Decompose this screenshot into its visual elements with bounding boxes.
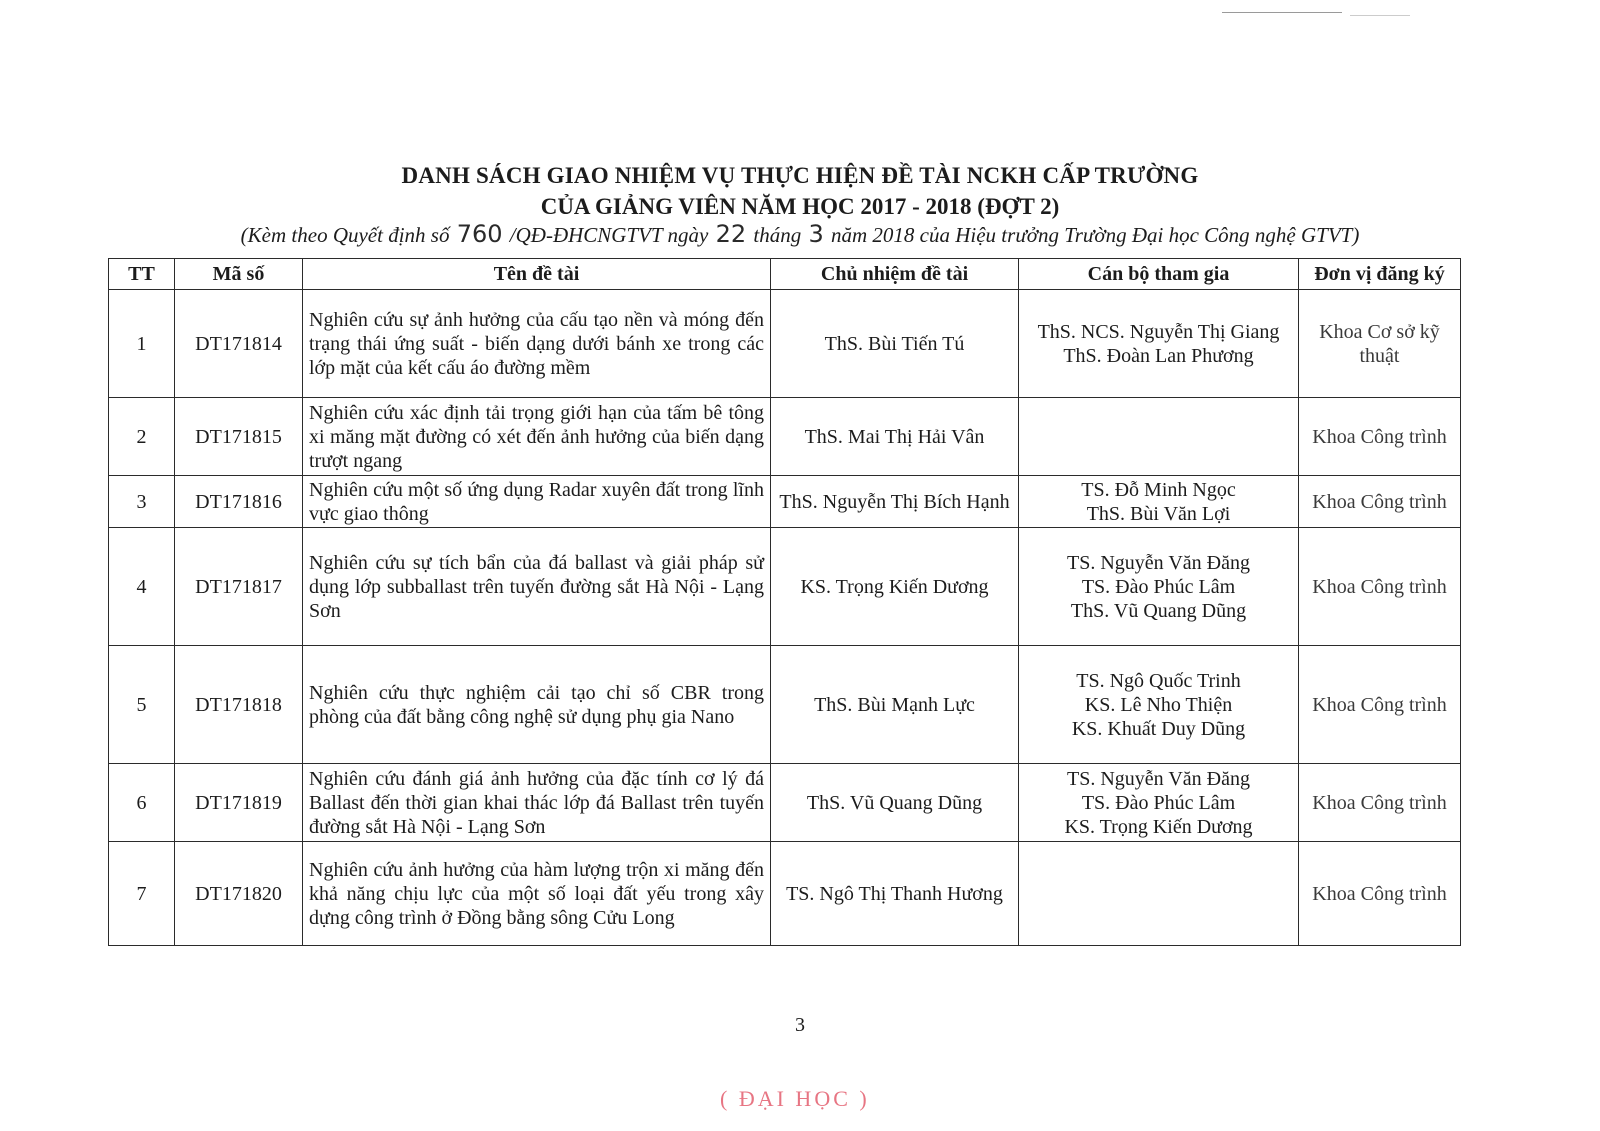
cell-title: Nghiên cứu sự ảnh hưởng của cấu tạo nền và móng đến trạng thái ứng suất - biến dạng dưới bánh xe trong các lớp mặt của kết cấu áo đường mềm <box>303 290 771 398</box>
scan-artifact-line <box>1350 15 1410 16</box>
decision-number: 760 <box>456 220 503 248</box>
cell-tt: 5 <box>109 646 175 764</box>
subtitle-text: năm 2018 của Hiệu trưởng Trường Đại học Công nghệ GTVT) <box>831 223 1360 247</box>
subtitle-text: (Kèm theo Quyết định số <box>240 223 450 247</box>
cell-tt: 2 <box>109 398 175 476</box>
member-name: ThS. Đoàn Lan Phương <box>1063 344 1254 367</box>
cell-unit: Khoa Công trình <box>1299 646 1461 764</box>
cell-title: Nghiên cứu xác định tải trọng giới hạn của tấm bê tông xi măng mặt đường có xét đến ảnh hưởng của biến dạng trượt ngang <box>303 398 771 476</box>
cell-code: DT171820 <box>175 842 303 946</box>
research-topics-table <box>108 258 1461 946</box>
header-code: Mã số <box>175 259 303 290</box>
cell-members <box>1019 476 1299 528</box>
cell-leader: ThS. Nguyễn Thị Bích Hạnh <box>771 476 1019 528</box>
document-title-line1: DANH SÁCH GIAO NHIỆM VỤ THỰC HIỆN ĐỀ TÀI NCKH CẤP TRƯỜNG <box>401 163 1199 188</box>
table-row <box>109 398 1461 476</box>
header-title: Tên đề tài <box>303 259 771 290</box>
cell-unit: Khoa Công trình <box>1299 842 1461 946</box>
cell-unit: Khoa Công trình <box>1299 764 1461 842</box>
cell-tt: 4 <box>109 528 175 646</box>
subtitle-text: /QĐ-ĐHCNGTVT ngày <box>509 223 709 247</box>
cell-leader: ThS. Mai Thị Hải Vân <box>771 398 1019 476</box>
table-row <box>109 290 1461 398</box>
cell-title: Nghiên cứu sự tích bẩn của đá ballast và giải pháp sử dụng lớp subballast trên tuyến đường sắt Hà Nội - Lạng Sơn <box>303 528 771 646</box>
cell-members <box>1019 764 1299 842</box>
red-seal-stamp <box>720 1086 920 1126</box>
member-name: TS. Đỗ Minh Ngọc <box>1081 478 1236 501</box>
header-tt: TT <box>109 259 175 290</box>
table-header-row <box>109 259 1461 290</box>
cell-code: DT171814 <box>175 290 303 398</box>
cell-title: Nghiên cứu ảnh hưởng của hàm lượng trộn xi măng đến khả năng chịu lực của một số loại đất yếu trong xây dựng công trình ở Đồng bằng sông Cửu Long <box>303 842 771 946</box>
cell-tt: 7 <box>109 842 175 946</box>
cell-tt: 6 <box>109 764 175 842</box>
member-name: KS. Lê Nho Thiện <box>1084 693 1233 716</box>
cell-leader: KS. Trọng Kiến Dương <box>771 528 1019 646</box>
member-name: TS. Đào Phúc Lâm <box>1081 791 1236 814</box>
member-name: ThS. Vũ Quang Dũng <box>1070 599 1247 622</box>
cell-leader: ThS. Vũ Quang Dũng <box>771 764 1019 842</box>
table-row <box>109 646 1461 764</box>
cell-code: DT171817 <box>175 528 303 646</box>
cell-unit: Khoa Công trình <box>1299 476 1461 528</box>
decision-day: 22 <box>715 220 747 248</box>
cell-title: Nghiên cứu đánh giá ảnh hưởng của đặc tính cơ lý đá Ballast đến thời gian khai thác lớp đá Ballast trên tuyến đường sắt Hà Nội - Lạng Sơn <box>303 764 771 842</box>
cell-members <box>1019 842 1299 946</box>
header-leader: Chủ nhiệm đề tài <box>771 259 1019 290</box>
table-row <box>109 842 1461 946</box>
cell-members <box>1019 290 1299 398</box>
cell-code: DT171818 <box>175 646 303 764</box>
cell-tt: 3 <box>109 476 175 528</box>
document-title-line2: CỦA GIẢNG VIÊN NĂM HỌC 2017 - 2018 (ĐỢT 2) <box>540 194 1060 219</box>
decision-month: 3 <box>808 220 824 248</box>
cell-tt: 1 <box>109 290 175 398</box>
cell-members <box>1019 528 1299 646</box>
stamp-text: ( ĐẠI HỌC ) <box>720 1086 870 1111</box>
member-name: ThS. Bùi Văn Lợi <box>1086 502 1231 525</box>
cell-title: Nghiên cứu một số ứng dụng Radar xuyên đất trong lĩnh vực giao thông <box>303 476 771 528</box>
table-row <box>109 528 1461 646</box>
member-name: KS. Khuất Duy Dũng <box>1071 717 1246 740</box>
header-unit: Đơn vị đăng ký <box>1299 259 1461 290</box>
member-name: TS. Nguyễn Văn Đăng <box>1067 551 1250 574</box>
member-name: TS. Nguyễn Văn Đăng <box>1067 767 1250 790</box>
cell-code: DT171815 <box>175 398 303 476</box>
document-subtitle <box>0 220 1600 248</box>
cell-leader: ThS. Bùi Mạnh Lực <box>771 646 1019 764</box>
member-name: TS. Ngô Quốc Trinh <box>1076 669 1241 692</box>
cell-unit: Khoa Cơ sở kỹ thuật <box>1299 290 1461 398</box>
member-name: ThS. NCS. Nguyễn Thị Giang <box>1037 320 1280 343</box>
cell-code: DT171816 <box>175 476 303 528</box>
cell-title: Nghiên cứu thực nghiệm cải tạo chỉ số CBR trong phòng của đất bằng công nghệ sử dụng phụ gia Nano <box>303 646 771 764</box>
member-name: KS. Trọng Kiến Dương <box>1064 815 1253 838</box>
page-number: 3 <box>795 1014 805 1036</box>
cell-members <box>1019 398 1299 476</box>
scan-artifact-line <box>1222 12 1342 13</box>
cell-unit: Khoa Công trình <box>1299 528 1461 646</box>
subtitle-text: tháng <box>753 223 802 247</box>
cell-leader: ThS. Bùi Tiến Tú <box>771 290 1019 398</box>
cell-leader: TS. Ngô Thị Thanh Hương <box>771 842 1019 946</box>
cell-code: DT171819 <box>175 764 303 842</box>
header-members: Cán bộ tham gia <box>1019 259 1299 290</box>
cell-unit: Khoa Công trình <box>1299 398 1461 476</box>
member-name: TS. Đào Phúc Lâm <box>1081 575 1236 598</box>
table-row <box>109 764 1461 842</box>
cell-members <box>1019 646 1299 764</box>
table-row <box>109 476 1461 528</box>
